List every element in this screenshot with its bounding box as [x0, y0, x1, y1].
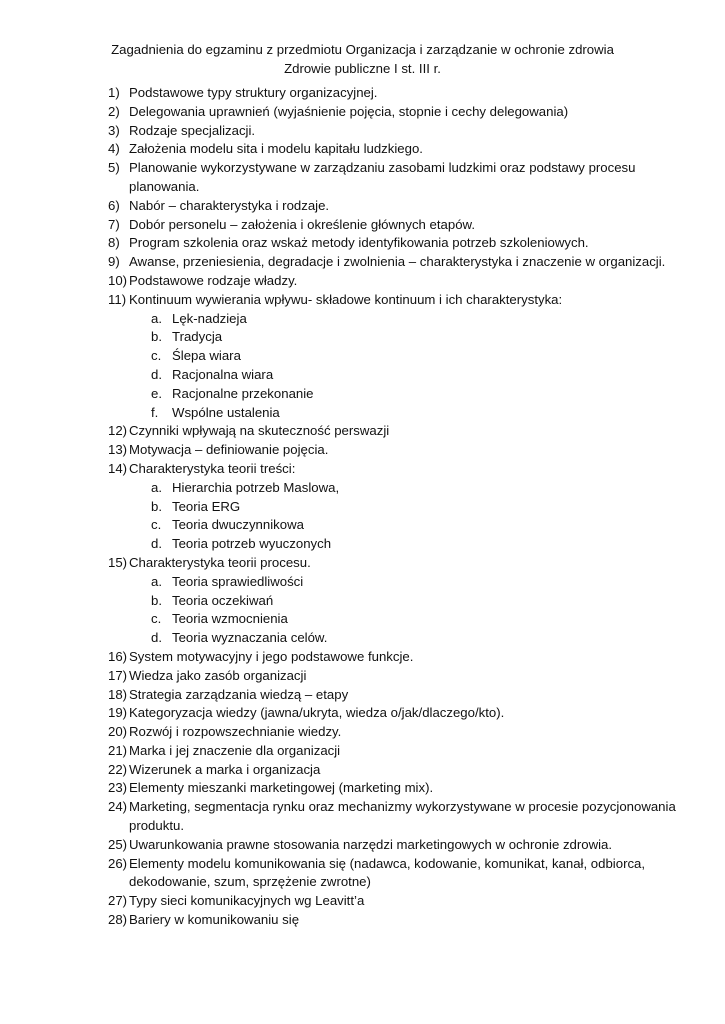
list-item-text: Delegowania uprawnień (wyjaśnienie pojęcia, stopnie i cechy delegowania) — [129, 103, 569, 119]
sub-list-item-text: Teoria potrzeb wyuczonych — [172, 536, 332, 552]
list-item-number: 15) — [108, 554, 128, 570]
list-item — [108, 742, 693, 761]
list-item-text: Kategoryzacja wiedzy (jawna/ukryta, wiedza o/jak/dlaczego/kto). — [129, 705, 505, 721]
list-item-text: Typy sieci komunikacyjnych wg Leavitt’a — [129, 893, 365, 909]
list-item-number: 22) — [108, 761, 128, 777]
list-item-number: 10) — [108, 272, 128, 288]
list-item-number: 2) — [108, 103, 120, 119]
sub-list-item — [108, 535, 693, 554]
list-item-text: Elementy mieszanki marketingowej (marketing mix). — [129, 780, 434, 796]
sub-list-item — [108, 404, 693, 423]
sub-list-item-letter: a. — [151, 573, 162, 589]
list-item — [108, 234, 693, 253]
list-item-text: Rozwój i rozpowszechnianie wiedzy. — [129, 724, 342, 740]
sub-list-item — [108, 498, 693, 517]
sub-list-item-text: Teoria dwuczynnikowa — [172, 517, 304, 533]
list-item-number: 19) — [108, 705, 128, 721]
list-item-number: 21) — [108, 742, 128, 758]
list-item — [108, 704, 693, 723]
list-item — [108, 836, 693, 855]
list-item-number: 16) — [108, 648, 128, 664]
sub-list-item-text: Lęk-nadzieja — [172, 310, 247, 326]
list-item — [108, 667, 693, 686]
sub-list-item-letter: d. — [151, 536, 162, 552]
list-item-number: 23) — [108, 780, 128, 796]
sub-list-item-letter: b. — [151, 592, 162, 608]
sub-list-item-text: Racjonalne przekonanie — [172, 385, 314, 401]
list-item-number: 7) — [108, 216, 120, 232]
list-item-text: Podstawowe rodzaje władzy. — [129, 272, 298, 288]
sub-list-item — [108, 347, 693, 366]
sub-list-item-text: Teoria oczekiwań — [172, 592, 274, 608]
list-item — [108, 103, 693, 122]
list-item-text: Marka i jej znaczenie dla organizacji — [129, 742, 341, 758]
list-item-text: Charakterystyka teorii procesu. — [129, 554, 311, 570]
sub-list-item — [108, 592, 693, 611]
list-item — [108, 140, 693, 159]
list-item-text: Rodzaje specjalizacji. — [129, 122, 256, 138]
list-item — [108, 197, 693, 216]
list-item-number: 13) — [108, 442, 128, 458]
list-item-number: 25) — [108, 836, 128, 852]
sub-list-item-text: Racjonalna wiara — [172, 366, 274, 382]
list-item — [108, 892, 693, 911]
header-subtitle: Zdrowie publiczne I st. III r. — [284, 61, 441, 76]
sub-list-item — [108, 328, 693, 347]
sub-list-item-text: Ślepa wiara — [172, 348, 241, 364]
list-item-text: Marketing, segmentacja rynku oraz mechanizmy wykorzystywane w procesie pozycjonowania produktu. — [129, 799, 676, 834]
list-item-text: Wizerunek a marka i organizacja — [129, 761, 321, 777]
sub-list-item-letter: c. — [151, 517, 162, 533]
sub-list-item-text: Tradycja — [172, 329, 223, 345]
list-item — [108, 441, 693, 460]
list-item — [108, 723, 693, 742]
list-item — [108, 291, 693, 310]
list-item-number: 6) — [108, 197, 120, 213]
list-item — [108, 122, 693, 141]
list-item-number: 12) — [108, 423, 128, 439]
sub-list-item-letter: a. — [151, 479, 162, 495]
list-item — [108, 84, 693, 103]
list-item — [108, 460, 693, 479]
list-item — [108, 272, 693, 291]
list-item-number: 24) — [108, 799, 128, 815]
list-item-number: 3) — [108, 122, 120, 138]
sub-list-item — [108, 479, 693, 498]
list-item — [108, 648, 693, 667]
sub-list-item-letter: c. — [151, 348, 162, 364]
list-item-text: Dobór personelu – założenia i określenie głównych etapów. — [129, 216, 476, 232]
list-item-text: Motywacja – definiowanie pojęcia. — [129, 442, 329, 458]
document-header — [0, 40, 725, 78]
list-item-text: Program szkolenia oraz wskaż metody identyfikowania potrzeb szkoleniowych. — [129, 235, 589, 251]
list-item-number: 28) — [108, 912, 128, 928]
list-item — [108, 761, 693, 780]
list-item-text: Uwarunkowania prawne stosowania narzędzi marketingowych w ochronie zdrowia. — [129, 836, 613, 852]
list-item-text: Elementy modelu komunikowania się (nadawca, kodowanie, komunikat, kanał, odbiorca, dekodowanie, szum, sprzężenie zwrotne) — [129, 855, 646, 890]
sub-list-item-letter: e. — [151, 385, 162, 401]
sub-list-item-letter: f. — [151, 404, 159, 420]
sub-list-item-text: Wspólne ustalenia — [172, 404, 280, 420]
list-item — [108, 686, 693, 705]
list-item-text: Podstawowe typy struktury organizacyjnej. — [129, 85, 378, 100]
sub-list-item-text: Teoria wyznaczania celów. — [172, 630, 328, 646]
list-item-text: Planowanie wykorzystywane w zarządzaniu zasobami ludzkimi oraz podstawy procesu planowania. — [129, 160, 636, 194]
list-item-number: 11) — [108, 291, 127, 307]
sub-list-item-letter: b. — [151, 329, 162, 345]
sub-list-item — [108, 573, 693, 592]
list-item-number: 14) — [108, 460, 128, 476]
list-item-number: 5) — [108, 160, 120, 176]
list-item — [108, 216, 693, 235]
sub-list-item — [108, 629, 693, 648]
sub-list-item-letter: c. — [151, 611, 162, 627]
list-item-number: 1) — [108, 85, 120, 100]
list-item — [108, 159, 693, 197]
sub-list-item-letter: d. — [151, 630, 162, 646]
list-item-text: Kontinuum wywierania wpływu- składowe kontinuum i ich charakterystyka: — [129, 291, 563, 307]
header-title: Zagadnienia do egzaminu z przedmiotu Organizacja i zarządzanie w ochronie zdrowia — [111, 42, 614, 57]
list-item-text: Czynniki wpływają na skuteczność perswazji — [129, 423, 390, 439]
list-item — [108, 422, 693, 441]
list-item-number: 27) — [108, 893, 128, 909]
sub-list-item-letter: a. — [151, 310, 162, 326]
sub-list-item-text: Teoria wzmocnienia — [172, 611, 288, 627]
topic-list — [108, 84, 693, 930]
list-item-text: System motywacyjny i jego podstawowe funkcje. — [129, 648, 414, 664]
list-item — [108, 779, 693, 798]
list-item-text: Strategia zarządzania wiedzą – etapy — [129, 686, 349, 702]
sub-list-item — [108, 610, 693, 629]
list-item-text: Charakterystyka teorii treści: — [129, 460, 296, 476]
sub-list-item — [108, 310, 693, 329]
sub-list-item-text: Hierarchia potrzeb Maslowa, — [172, 479, 340, 495]
list-item-text: Założenia modelu sita i modelu kapitału ludzkiego. — [129, 141, 423, 157]
list-item — [108, 798, 693, 836]
list-item — [108, 253, 693, 272]
sub-list-item-text: Teoria ERG — [172, 498, 241, 514]
sub-list-item — [108, 366, 693, 385]
sub-list-item-letter: b. — [151, 498, 162, 514]
sub-list-item — [108, 385, 693, 404]
list-item — [108, 554, 693, 573]
list-item-text: Nabór – charakterystyka i rodzaje. — [129, 197, 330, 213]
list-item-number: 20) — [108, 724, 128, 740]
list-item-number: 4) — [108, 141, 120, 157]
list-item-number: 17) — [108, 667, 128, 683]
list-item-number: 8) — [108, 235, 120, 251]
list-item-number: 9) — [108, 254, 120, 270]
sub-list-item — [108, 516, 693, 535]
list-item-number: 26) — [108, 855, 128, 871]
list-item-text: Awanse, przeniesienia, degradacje i zwolnienia – charakterystyka i znaczenie w organizacji. — [129, 254, 666, 270]
sub-list-item-letter: d. — [151, 366, 162, 382]
list-item — [108, 911, 693, 930]
list-item-text: Bariery w komunikowaniu się — [129, 912, 300, 928]
sub-list-item-text: Teoria sprawiedliwości — [172, 573, 304, 589]
list-item-text: Wiedza jako zasób organizacji — [129, 667, 307, 683]
list-item-number: 18) — [108, 686, 128, 702]
list-item — [108, 855, 693, 893]
